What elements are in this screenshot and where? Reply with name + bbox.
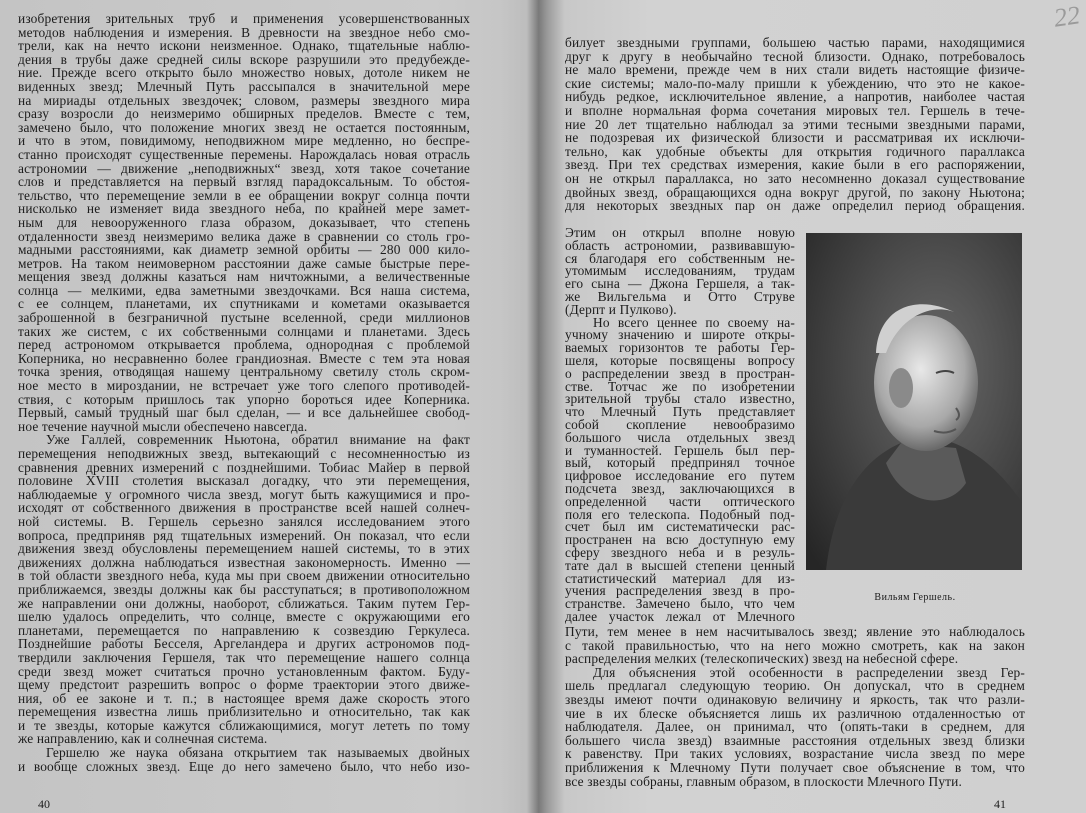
text-line: приближения к Млечному Пути получает свое объяснение в том, что	[565, 759, 1025, 775]
text-line: тельство, что перемещение земли в ее обращении вокруг солнца почти	[18, 187, 470, 203]
text-line: отдаленности звезд неизмеримо велика даже в сравнении со столь гро-	[18, 228, 470, 244]
text-line: среди звезд может считаться прочно установленным фактом. Буду-	[18, 663, 470, 679]
text-line: движения звезд обусловлены перемещением нашей системы, то в этих	[18, 541, 470, 557]
text-line: и те звезды, которые кажутся сближающимися, могут лететь по тому	[18, 717, 470, 733]
text-line: цифровое исследование его путем	[565, 468, 795, 484]
text-line: с такой правильностью, что на него можно смотреть, как на закон	[565, 637, 1025, 653]
text-line: утомимым исследованиям, трудам	[565, 263, 795, 279]
text-line: Гершелю же наука обязана открытием так называемых двойных	[46, 745, 470, 761]
handwritten-mark: 22	[1052, 0, 1082, 33]
text-line: вый, который предпринял точное	[565, 455, 795, 471]
text-line: же направлению, как и солнечная система.	[18, 731, 268, 747]
text-line: статистический материал для из-	[565, 570, 795, 586]
text-line: Позднейшие работы Бесселя, Аргеландера и других астрономов под-	[18, 636, 470, 652]
text-line: с ее солнцем, планетами, их спутниками и кометами оказывается	[18, 296, 470, 312]
right-page-bottom-text	[565, 625, 1025, 788]
portrait-caption: Вильям Гершель.	[874, 592, 956, 603]
text-line: исходят от собственного движения в пространстве всей нашей солнеч-	[18, 500, 470, 516]
text-line: подсчета звезд, заключающихся в	[565, 480, 795, 496]
text-line: зрительной трубы стало известно,	[565, 391, 795, 407]
text-line: к равенству. При таких условиях, возрастание числа звезд по мере	[565, 746, 1025, 762]
text-line: чие в их блеске объясняется лишь их различною отдаленностью от	[565, 705, 1025, 721]
text-line: поля его телескопа. Подобный под-	[565, 506, 795, 522]
text-line: перед астрономом открывается проблема, однородная с проблемой	[18, 337, 470, 353]
text-line: Первый, самый трудный шаг был сделан, — и все дальнейшее свобод-	[18, 405, 470, 421]
text-line: сравнения древних измерений с позднейшими. Тобиас Майер в первой	[18, 459, 470, 475]
text-line: тельно, как удобные объекты для открытия годичного параллакса	[565, 143, 1025, 159]
text-line: планетами, перемещается по направлению к созвездию Геркулеса.	[18, 622, 470, 638]
text-line: шеля, которые посвящены вопросу	[565, 352, 795, 368]
text-line: стве. Тотчас же по изобретении	[565, 378, 795, 394]
text-line: звезды имеют почти одинаковую величину и яркость, так что разли-	[565, 691, 1025, 707]
text-line: тате дал в высшей степени ценный	[565, 557, 795, 573]
text-line: же Вильгельма и Отто Струве	[565, 288, 795, 304]
text-line: наблюдаемые у огромного числа звезд, могут быть кажущимися и про-	[18, 486, 470, 502]
text-line: ские системы; мало-по-малу пришли к убеждению, что это не какое-	[565, 75, 1025, 91]
text-line: странстве. Замечено было, что чем	[565, 596, 795, 612]
page-number-right: 41	[994, 797, 1006, 811]
text-line: ной системы. В. Гершель серьезно занялся исследованием этого	[18, 513, 470, 529]
text-line: Но всего ценнее по своему на-	[593, 314, 795, 330]
text-line: перемещения известна лишь приблизительно и относительно, так как	[18, 704, 470, 720]
text-line: большого числа отдельных звезд	[565, 429, 795, 445]
text-line: точка зрения, отводящая нашему центральному светилу столь скром-	[18, 364, 470, 380]
text-line: Для объяснения этой особенности в распределении звезд Гер-	[593, 664, 1025, 680]
text-line: область астрономии, развивавшую-	[565, 237, 795, 253]
text-line: ное место в мироздании, не встречает уже того слепого противодей-	[18, 378, 470, 394]
text-line: солнца — мелкими, едва заметными звездочками. Вся наша система,	[18, 282, 470, 298]
text-line: половине XVIII столетия высказал догадку, что эти перемещения,	[18, 473, 470, 489]
right-page-side-text	[565, 227, 795, 624]
text-line: сразу возросли до неизмеримо обширных пределов. Вместе с тем,	[18, 106, 470, 122]
text-line: дения в трубы даже средней силы вскоре разрушили это предубежде-	[18, 51, 470, 67]
text-line: методов наблюдения и измерения. В древности на звездное небо смо-	[18, 24, 470, 40]
text-line: он не открыл параллакса, но зато несомненно доказал существование	[565, 170, 1025, 186]
portrait-image	[806, 233, 1022, 570]
text-line: собой скопление невообразимо	[565, 416, 795, 432]
text-line: мадными расстояниями, как диаметр земной орбиты — 280 000 кило-	[18, 242, 470, 258]
text-line: друг к другу в необычайно тесной близости. Однако, потребовалось	[565, 48, 1025, 64]
text-line: билует звездными группами, большею частью парами, находящимися	[565, 35, 1025, 50]
text-line: звезд. При тех средствах измерения, какие были в его распоряжении,	[565, 157, 1025, 173]
text-line: заброшенной в безграничной пустыне вселенной, среди миллионов	[18, 310, 470, 326]
left-page-text	[18, 12, 470, 773]
right-page-top-text	[565, 36, 1025, 213]
text-line: шелю удалось определить, что солнце, вместе с окружающими его	[18, 609, 470, 625]
text-line: что Млечный Путь представляет	[565, 404, 795, 420]
text-line: Этим он открыл вполне новую	[565, 225, 795, 240]
text-line: Уже Галлей, современник Ньютона, обратил внимание на факт	[46, 432, 470, 448]
text-line: движениях должна наблюдаться известная закономерность. Именно —	[18, 554, 470, 570]
text-line: приближаемся, звезды должны как бы расступаться; в противоположном	[18, 581, 470, 597]
text-line: сферу звездного неба и в резуль-	[565, 544, 795, 560]
text-line: на мириады отдельных звездочек; словом, размеры звездного мира	[18, 92, 470, 108]
text-line: ным для невооруженного глаза образом, доказывает, что степень	[18, 214, 470, 230]
text-line: далее участок лежал от Млечного	[565, 608, 795, 624]
text-line: все звезды собраны, главным образом, в плоскости Млечного Пути.	[565, 773, 962, 789]
text-line: щему предстоит разрешить вопрос о форме траектории этого движе-	[18, 677, 470, 693]
text-line: слов и представляется на первый взгляд парадоксальным. То обстоя-	[18, 174, 470, 190]
text-line: двойных звезд, обращающихся одна вокруг другой, по закону Ньютона;	[565, 184, 1025, 200]
text-line: в той области звездного неба, куда мы при своем движении относительно	[18, 568, 470, 584]
text-line: учному значению и широте откры-	[565, 327, 795, 343]
text-line: нисколько не изменяет вида звездного неба, по крайней мере замет-	[18, 201, 470, 217]
text-line: Коперника, но несравненно более грандиозная. Вместе с тем эта новая	[18, 350, 470, 366]
text-line: твердили заключения Гершеля, так что перемещение нашего солнца	[18, 649, 470, 665]
text-line: для некоторых звездных пар он даже определил период обращения.	[565, 198, 1025, 214]
text-line: мещения звезд должны казаться нам ничтожными, а величественные	[18, 269, 470, 285]
text-line: учения распределения звезд в про-	[565, 583, 795, 599]
text-line: наблюдателя. Далее, он принимал, что (опять-таки в среднем, для	[565, 719, 1025, 735]
text-line: нибудь редкое, исключительное явление, а напротив, наиболее частая	[565, 89, 1025, 105]
text-line: метров. На таком неимоверном расстоянии даже самые быстрые пере-	[18, 255, 470, 271]
page-number-left: 40	[38, 797, 50, 811]
text-line: не мало времени, прежде чем в них стали видеть настоящие физиче-	[565, 62, 1025, 78]
text-line: ние. Прежде всего открыто было множество новых, дотоле никем не	[18, 65, 470, 81]
text-line: ное течение научной мысли обеспечено навсегда.	[18, 418, 308, 434]
text-line: и вполне нормальная форма сочетания мировых тел. Гершель в тече-	[565, 102, 1025, 118]
text-line: вопроса, предприняв ряд тщательных измерений. Он показал, что если	[18, 527, 470, 543]
text-line: его сына — Джона Гершеля, а так-	[565, 276, 795, 292]
text-line: большего числа звезд) взаимные расстояния отдельных звезд близки	[565, 732, 1025, 748]
text-line: изобретения зрительных труб и применения усовершенствованных	[18, 11, 470, 26]
text-line: определенной части оптического	[565, 493, 795, 509]
text-line: замечено было, что положение многих звезд не остается постоянным,	[18, 119, 470, 135]
text-line: и туманностей. Гершель был пер-	[565, 442, 795, 458]
text-line: шель предлагал следующую теорию. Он допускал, что в среднем	[565, 678, 1025, 694]
text-line: о распределении звезд в простран-	[565, 365, 795, 381]
text-line: и что в этом, повидимому, неподвижном мире медленно, но беспре-	[18, 133, 470, 149]
text-line: не подозревая их физической близости и рассматривая их исключи-	[565, 130, 1025, 146]
text-line: ствия, с которым пришлось так упорно бороться идее Коперника.	[18, 391, 470, 407]
text-line: таких же систем, с их собственными солнцами и планетами. Здесь	[18, 323, 470, 339]
text-line: и вообще сложных звезд. Еще до него замечено было, что небо изо-	[18, 758, 470, 774]
text-line: пространен на всю доступную ему	[565, 532, 795, 548]
text-line: счет был им систематически рас-	[565, 519, 795, 535]
text-line: распределения мелких (телескопических) звезд на небесной сфере.	[565, 651, 959, 667]
text-line: ся благодаря его собственным не-	[565, 250, 795, 266]
text-line: Пути, тем менее в нем насчитывалось звезд; явление это наблюдалось	[565, 624, 1025, 639]
text-line: виденных звезд; Млечный Путь рассыпался в значительной мере	[18, 78, 470, 94]
text-line: ваемых горизонтов те работы Гер-	[565, 340, 795, 356]
text-line: ние 20 лет тщательно наблюдал за этими тесными звездными парами,	[565, 116, 1025, 132]
text-line: перемещения неподвижных звезд, вытекающий с несомненностью из	[18, 446, 470, 461]
text-line: ния, об ее законе и т. п.; в настоящее время даже скорость этого	[18, 690, 470, 706]
text-line: астрономии — движение „неподвижных“ звезд, хотя такое сочетание	[18, 160, 470, 176]
text-line: (Дерпт и Пулково).	[565, 301, 677, 317]
text-line: же направлении они должны, наоборот, сближаться. Таким путем Гер-	[18, 595, 470, 611]
text-line: трели, как на нечто искони неизменное. Однако, тщательные наблю-	[18, 38, 470, 54]
text-line: станно происходят существенные перемены. Нарождалась новая отрасль	[18, 146, 470, 162]
